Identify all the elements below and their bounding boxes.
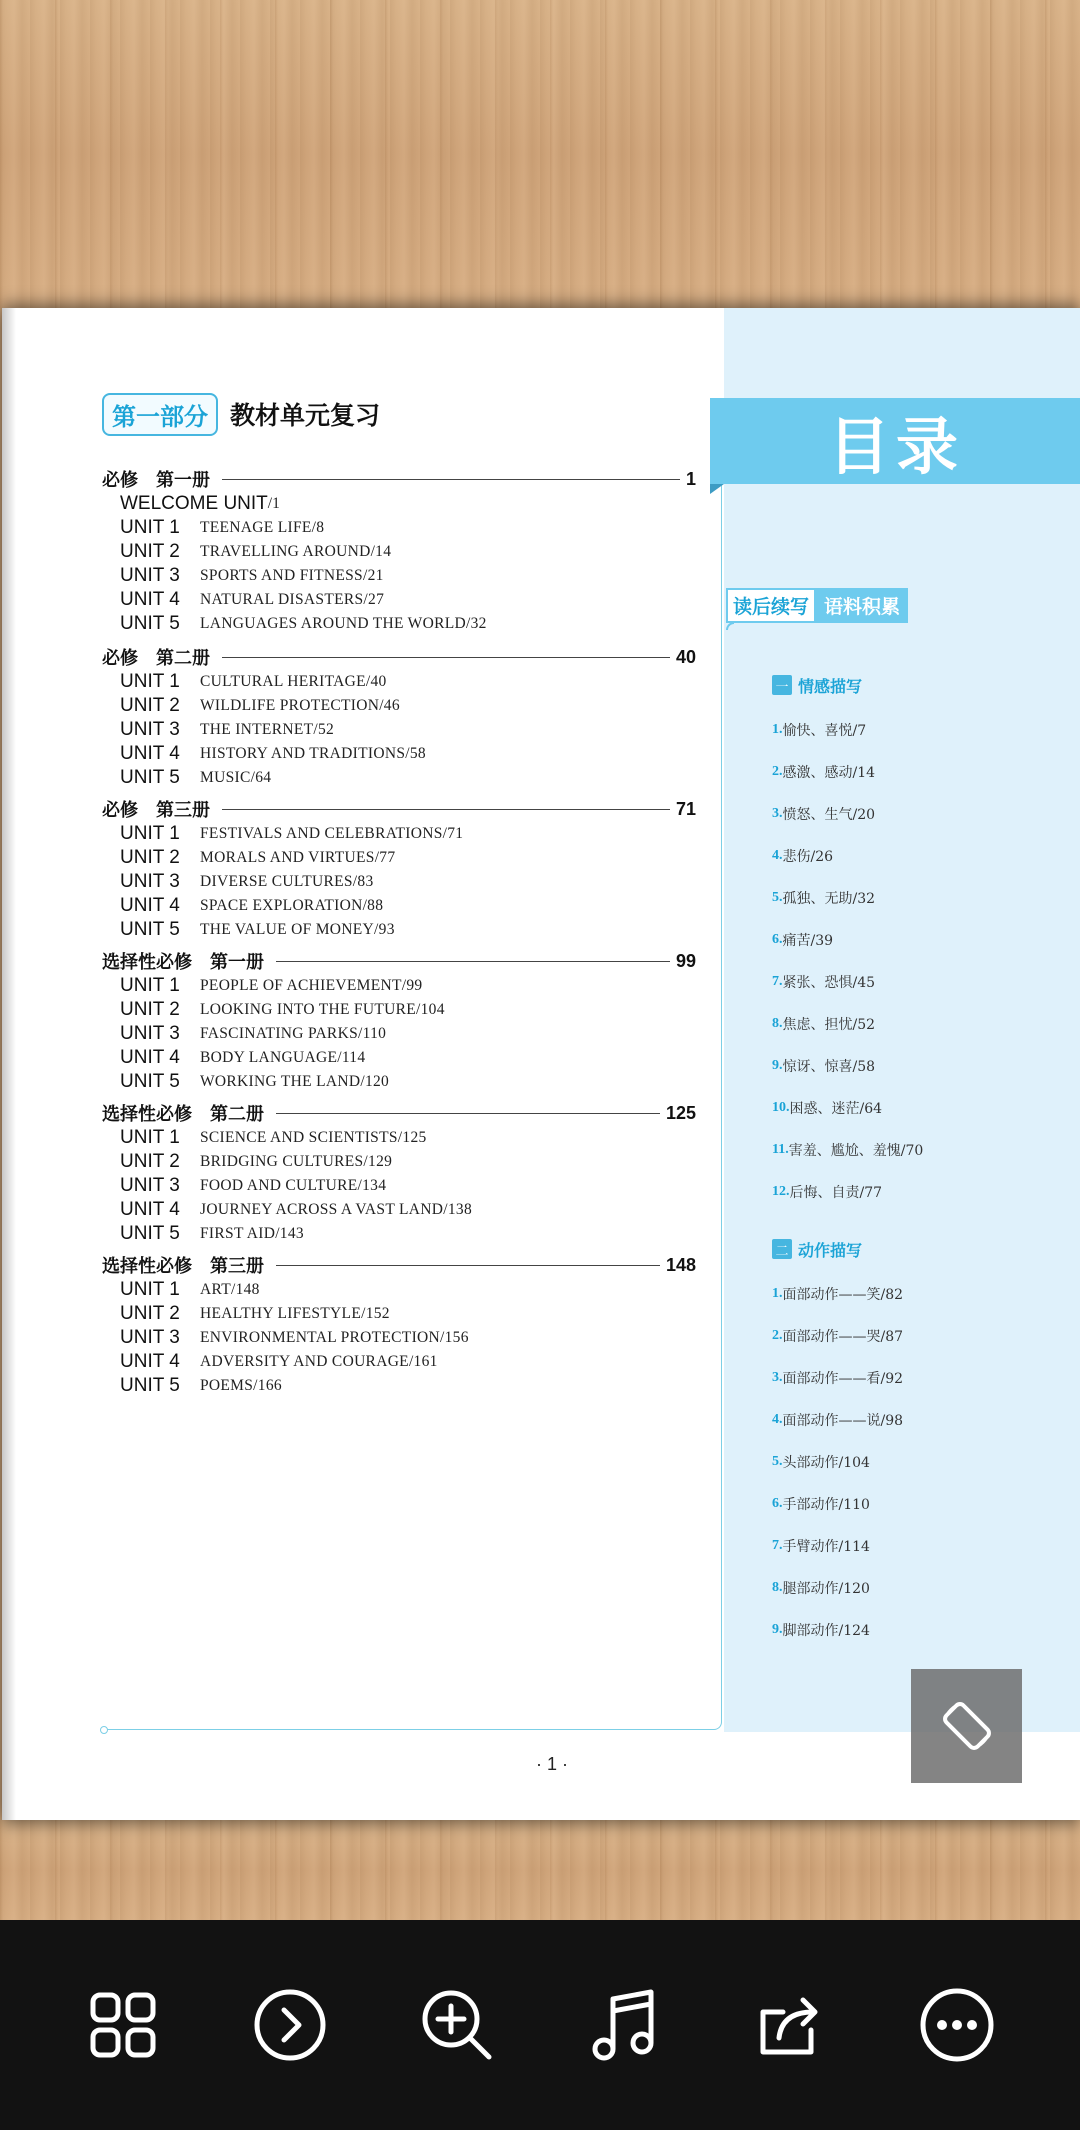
book-title: 必修 第一册 <box>102 470 210 490</box>
phrase-title: 面部动作——看/92 <box>782 1371 904 1387</box>
book-title: 必修 第三册 <box>102 800 210 820</box>
contents-heading-text: 目录 <box>827 409 964 483</box>
phrase-title: 后悔、自责/77 <box>789 1185 883 1201</box>
unit-label: WELCOME UNIT <box>120 493 268 514</box>
unit-title: THE INTERNET/52 <box>200 721 335 738</box>
phrase-title: 孤独、无助/32 <box>782 891 876 907</box>
unit-label: UNIT 1 <box>120 1127 180 1148</box>
phrase-number: 10. <box>772 1100 790 1115</box>
part-tag: 第一部分 <box>102 393 218 436</box>
unit-label: UNIT 4 <box>120 1199 180 1220</box>
unit-label: UNIT 1 <box>120 823 180 844</box>
unit-label: UNIT 5 <box>120 613 180 634</box>
section-number: 二 <box>772 1239 792 1259</box>
phrase-item[interactable] <box>772 1492 870 1516</box>
section-number: 一 <box>772 675 792 695</box>
unit-title: WILDLIFE PROTECTION/46 <box>200 697 400 714</box>
phrase-number: 11. <box>772 1142 789 1157</box>
book-page-number: 148 <box>665 1254 696 1275</box>
unit-title: SCIENCE AND SCIENTISTS/125 <box>200 1129 427 1146</box>
unit-title: JOURNEY ACROSS A VAST LAND/138 <box>200 1201 472 1218</box>
book-page-number: 71 <box>675 798 696 819</box>
unit-title: MORALS AND VIRTUES/77 <box>200 849 396 866</box>
unit-title: CULTURAL HERITAGE/40 <box>200 673 387 690</box>
phrase-number: 6. <box>772 1496 783 1511</box>
phrase-number: 5. <box>772 890 783 905</box>
unit-label: UNIT 3 <box>120 719 180 740</box>
music-button[interactable] <box>578 1980 668 2070</box>
phrase-item[interactable] <box>772 1138 923 1162</box>
zoom-button[interactable] <box>412 1980 502 2070</box>
phrase-number: 2. <box>772 764 783 779</box>
phrase-title: 痛苦/39 <box>782 933 834 949</box>
unit-title: POEMS/166 <box>200 1377 282 1394</box>
unit-label: UNIT 4 <box>120 589 180 610</box>
phrase-title: 面部动作——说/98 <box>782 1413 904 1429</box>
unit-title: LANGUAGES AROUND THE WORLD/32 <box>200 615 487 632</box>
phrase-title: 悲伤/26 <box>782 849 834 865</box>
unit-label: UNIT 1 <box>120 671 180 692</box>
phrase-title: 害羞、尴尬、羞愧/70 <box>788 1143 924 1159</box>
unit-title: LOOKING INTO THE FUTURE/104 <box>200 1001 445 1018</box>
unit-label: UNIT 3 <box>120 871 180 892</box>
phrase-contents-list <box>2 308 1080 1732</box>
unit-title: HISTORY AND TRADITIONS/58 <box>200 745 426 762</box>
share-button[interactable] <box>745 1980 835 2070</box>
phrase-item[interactable] <box>772 1576 870 1600</box>
phrase-title: 困惑、迷茫/64 <box>789 1101 883 1117</box>
phrase-title: 脚部动作/124 <box>782 1623 870 1639</box>
phrase-item[interactable] <box>772 1408 903 1432</box>
section-title: 情感描写 <box>798 678 863 696</box>
section-heading <box>772 1236 862 1262</box>
unit-title: DIVERSE CULTURES/83 <box>200 873 374 890</box>
unit-title: PEOPLE OF ACHIEVEMENT/99 <box>200 977 423 994</box>
unit-label: UNIT 2 <box>120 541 180 562</box>
phrase-title: 面部动作——哭/87 <box>782 1329 904 1345</box>
book-title: 选择性必修 第三册 <box>102 1256 264 1276</box>
unit-title: BODY LANGUAGE/114 <box>200 1049 366 1066</box>
part-title: 教材单元复习 <box>230 402 381 430</box>
book-title: 必修 第二册 <box>102 648 210 668</box>
unit-label: UNIT 5 <box>120 919 180 940</box>
phrase-item[interactable] <box>772 1324 903 1348</box>
bottom-toolbar <box>0 1920 1080 2130</box>
phrase-item[interactable] <box>772 1534 870 1558</box>
unit-title: ART/148 <box>200 1281 260 1298</box>
phrase-number: 5. <box>772 1454 783 1469</box>
unit-label: UNIT 4 <box>120 895 180 916</box>
unit-title: FESTIVALS AND CELEBRATIONS/71 <box>200 825 464 842</box>
unit-label: UNIT 2 <box>120 695 180 716</box>
unit-title: HEALTHY LIFESTYLE/152 <box>200 1305 390 1322</box>
unit-page: /1 <box>267 495 280 512</box>
phrase-title: 手部动作/110 <box>782 1497 870 1513</box>
zoom-in-icon <box>419 1987 495 2063</box>
unit-title: MUSIC/64 <box>200 769 272 786</box>
more-button[interactable] <box>912 1980 1002 2070</box>
unit-title: TRAVELLING AROUND/14 <box>200 543 392 560</box>
unit-label: UNIT 1 <box>120 517 180 538</box>
unit-label: UNIT 3 <box>120 1327 180 1348</box>
phrase-title: 手臂动作/114 <box>782 1539 870 1555</box>
unit-title: WORKING THE LAND/120 <box>200 1073 390 1090</box>
phrase-item[interactable] <box>772 760 875 784</box>
phrase-item[interactable] <box>772 1180 882 1204</box>
share-icon <box>755 1990 825 2060</box>
unit-title: NATURAL DISASTERS/27 <box>200 591 385 608</box>
phrase-item[interactable] <box>772 718 866 742</box>
phrase-number: 1. <box>772 722 783 737</box>
unit-title: FIRST AID/143 <box>200 1225 304 1242</box>
phrase-item[interactable] <box>772 1054 875 1078</box>
phrase-item[interactable] <box>772 1366 903 1390</box>
phrase-title: 面部动作——笑/82 <box>782 1287 904 1303</box>
unit-title: THE VALUE OF MONEY/93 <box>200 921 395 938</box>
phrase-number: 2. <box>772 1328 783 1343</box>
rotate-screen-button[interactable] <box>911 1669 1022 1783</box>
phrase-item[interactable] <box>772 1282 903 1306</box>
phrase-title: 惊讶、惊喜/58 <box>782 1059 876 1075</box>
unit-label: UNIT 3 <box>120 1023 180 1044</box>
section-title: 动作描写 <box>798 1242 863 1260</box>
phrase-title: 感激、感动/14 <box>782 765 876 781</box>
phrase-item[interactable] <box>772 1096 882 1120</box>
unit-label: UNIT 4 <box>120 743 180 764</box>
unit-label: UNIT 1 <box>120 1279 180 1300</box>
book-page-number: 125 <box>665 1102 696 1123</box>
next-icon <box>253 1988 327 2062</box>
thumbnails-button[interactable] <box>78 1980 168 2070</box>
unit-label: UNIT 1 <box>120 975 180 996</box>
unit-label: UNIT 2 <box>120 1151 180 1172</box>
phrase-number: 7. <box>772 1538 783 1553</box>
section-heading <box>772 672 862 698</box>
unit-label: UNIT 2 <box>120 999 180 1020</box>
next-page-button[interactable] <box>245 1980 335 2070</box>
document-page[interactable] <box>2 308 1080 1820</box>
phrase-title: 愤怒、生气/20 <box>782 807 876 823</box>
grid-icon <box>88 1990 158 2060</box>
book-title: 选择性必修 第一册 <box>102 952 264 972</box>
phrase-item[interactable] <box>772 844 833 868</box>
unit-label: UNIT 4 <box>120 1047 180 1068</box>
unit-title: TEENAGE LIFE/8 <box>200 519 325 536</box>
phrase-number: 12. <box>772 1184 790 1199</box>
music-icon <box>588 1987 658 2063</box>
page-number: · 1 · <box>535 1754 568 1774</box>
unit-title: FOOD AND CULTURE/134 <box>200 1177 387 1194</box>
phrase-number: 7. <box>772 974 783 989</box>
phrase-title: 愉快、喜悦/7 <box>782 723 867 739</box>
phrase-item[interactable] <box>772 1012 875 1036</box>
phrase-item[interactable] <box>772 970 875 994</box>
phrase-item[interactable] <box>772 928 833 952</box>
rotate-icon <box>935 1694 999 1758</box>
phrase-number: 3. <box>772 1370 783 1385</box>
banner-label-b: 语料积累 <box>816 588 908 623</box>
phrase-number: 9. <box>772 1622 783 1637</box>
phrase-number: 4. <box>772 848 783 863</box>
unit-label: UNIT 5 <box>120 1375 180 1396</box>
unit-label: UNIT 5 <box>120 1071 180 1092</box>
unit-label: UNIT 5 <box>120 767 180 788</box>
unit-title: SPORTS AND FITNESS/21 <box>200 567 384 584</box>
phrase-item[interactable] <box>772 802 875 826</box>
book-page-number: 40 <box>675 646 696 667</box>
unit-title: FASCINATING PARKS/110 <box>200 1025 387 1042</box>
phrase-title: 焦虑、担忧/52 <box>782 1017 876 1033</box>
unit-label: UNIT 3 <box>120 1175 180 1196</box>
book-page-number: 99 <box>675 950 696 971</box>
unit-label: UNIT 2 <box>120 1303 180 1324</box>
wood-background-top <box>0 0 1080 308</box>
wood-background-bottom <box>0 1820 1080 1920</box>
phrase-number: 3. <box>772 806 783 821</box>
unit-title: ADVERSITY AND COURAGE/161 <box>200 1353 438 1370</box>
unit-title: BRIDGING CULTURES/129 <box>200 1153 393 1170</box>
book-title: 选择性必修 第二册 <box>102 1104 264 1124</box>
phrase-number: 8. <box>772 1016 783 1031</box>
phrase-number: 9. <box>772 1058 783 1073</box>
phrase-title: 腿部动作/120 <box>782 1581 870 1597</box>
phrase-title: 紧张、恐惧/45 <box>782 975 876 991</box>
phrase-title: 头部动作/104 <box>782 1455 870 1471</box>
book-page-number: 1 <box>685 468 696 489</box>
unit-label: UNIT 2 <box>120 847 180 868</box>
phrase-number: 4. <box>772 1412 783 1427</box>
phrase-item[interactable] <box>772 1450 870 1474</box>
more-icon <box>919 1987 995 2063</box>
phrase-number: 8. <box>772 1580 783 1595</box>
phrase-item[interactable] <box>772 1618 870 1642</box>
phrase-number: 1. <box>772 1286 783 1301</box>
phrase-number: 6. <box>772 932 783 947</box>
unit-title: SPACE EXPLORATION/88 <box>200 897 384 914</box>
unit-title: ENVIRONMENTAL PROTECTION/156 <box>200 1329 469 1346</box>
phrase-item[interactable] <box>772 886 875 910</box>
unit-label: UNIT 5 <box>120 1223 180 1244</box>
unit-label: UNIT 3 <box>120 565 180 586</box>
banner-label-a: 读后续写 <box>726 588 816 623</box>
unit-label: UNIT 4 <box>120 1351 180 1372</box>
